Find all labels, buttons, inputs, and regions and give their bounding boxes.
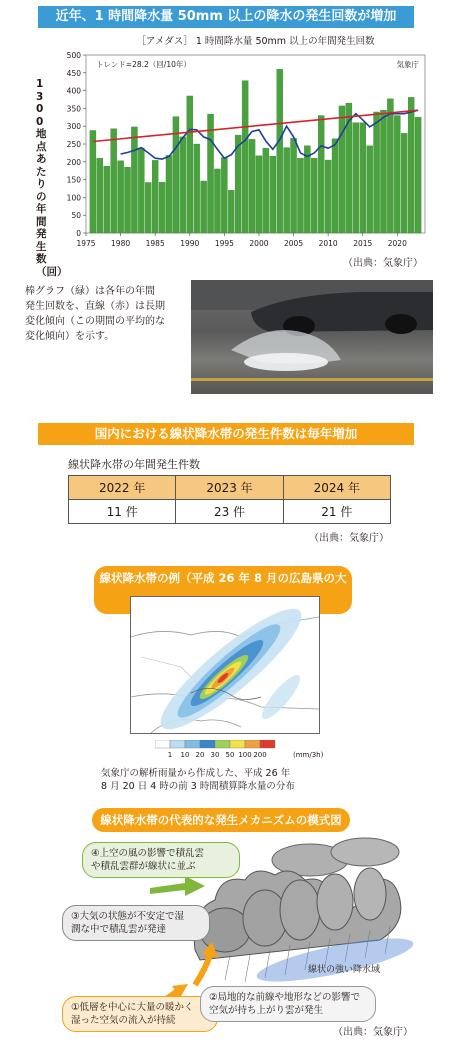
bar bbox=[367, 146, 373, 233]
legend-swatch bbox=[200, 740, 215, 748]
y-tick-label: 400 bbox=[66, 86, 81, 96]
bar bbox=[187, 96, 193, 233]
y-tick-label: 100 bbox=[66, 193, 81, 203]
bar bbox=[360, 123, 366, 233]
bar bbox=[221, 158, 227, 233]
bar bbox=[284, 148, 290, 233]
chart-source: （出典：気象庁） bbox=[343, 258, 423, 269]
y-tick-label: 250 bbox=[66, 140, 81, 149]
x-tick-label: 1975 bbox=[76, 239, 96, 248]
legend-tick-label: 200 bbox=[253, 751, 267, 759]
bar bbox=[263, 148, 269, 233]
diagram-source: （出典：気象庁） bbox=[333, 1027, 413, 1038]
legend-tick-label: 50 bbox=[225, 751, 235, 759]
bar bbox=[353, 123, 359, 233]
band-label: 線状の強い降水域 bbox=[308, 965, 381, 975]
table-source: （出典：気象庁） bbox=[309, 533, 389, 544]
chart-ylabel: 1300 地点あたりの年間発生数（回） bbox=[36, 78, 68, 278]
x-tick-label: 2000 bbox=[249, 239, 269, 248]
bar bbox=[166, 155, 172, 233]
bar bbox=[346, 103, 352, 233]
linear-band-table bbox=[68, 475, 391, 524]
bar bbox=[145, 182, 151, 233]
bar bbox=[318, 116, 324, 233]
section-header-linear-band: 国内における線状降水帯の発生件数は毎年増加 bbox=[38, 423, 414, 445]
y-tick-label: 150 bbox=[66, 175, 81, 185]
chart-title: ［アメダス］ 1 時間降水量 50mm 以上の年間発生回数 bbox=[136, 36, 375, 47]
callout-step2: ②局地的な前線や地形などの影響で 空気が持ち上がり雲が発生 bbox=[200, 986, 376, 1022]
y-tick-label: 0 bbox=[76, 229, 81, 238]
legend-swatch bbox=[215, 740, 230, 748]
bar bbox=[124, 167, 130, 233]
x-tick-label: 1985 bbox=[145, 239, 165, 248]
legend-tick-label: 100 bbox=[238, 751, 252, 759]
bar bbox=[90, 130, 96, 233]
y-tick-label: 300 bbox=[66, 122, 81, 132]
callout-step3: ③大気の状態が不安定で湿 潤な中で積乱雲が発達 bbox=[62, 905, 210, 941]
y-tick-label: 50 bbox=[71, 211, 81, 221]
y-tick-label: 200 bbox=[66, 157, 81, 167]
section-header-heavy-rain: 近年、1 時間降水量 50mm 以上の降水の発生回数が増加 bbox=[38, 6, 414, 28]
legend-tick-label: 20 bbox=[195, 751, 205, 759]
bar bbox=[408, 97, 414, 233]
bar bbox=[194, 144, 200, 233]
bar bbox=[415, 117, 421, 233]
bar bbox=[270, 156, 276, 233]
bar bbox=[256, 156, 262, 233]
legend-unit: (mm/3h) bbox=[293, 751, 324, 759]
x-tick-label: 1995 bbox=[214, 239, 234, 248]
legend-swatch bbox=[185, 740, 200, 748]
legend-swatch bbox=[245, 740, 260, 748]
legend-tick-label: 30 bbox=[210, 751, 220, 759]
bar bbox=[311, 158, 317, 233]
chart-caption: 棒グラフ（緑）は各年の年間 発生回数を、直線（赤）は長期 変化傾向（この期間の平均的な 変化傾向）を示す。 bbox=[25, 286, 165, 342]
bar bbox=[242, 81, 248, 233]
y-tick-label: 500 bbox=[66, 51, 81, 60]
bar bbox=[394, 116, 400, 233]
bar bbox=[380, 110, 386, 233]
bar bbox=[332, 139, 338, 233]
bar bbox=[152, 160, 158, 233]
table-title: 線状降水帯の年間発生件数 bbox=[68, 458, 200, 471]
bar bbox=[104, 166, 110, 233]
bar bbox=[118, 161, 124, 233]
bar bbox=[401, 133, 407, 233]
bar bbox=[228, 190, 234, 233]
legend-swatch bbox=[170, 740, 185, 748]
x-tick-label: 1980 bbox=[111, 239, 131, 248]
bar bbox=[131, 127, 137, 233]
bar bbox=[214, 169, 220, 233]
bar bbox=[138, 148, 144, 233]
table-cell-2022: 11 件 bbox=[69, 500, 176, 524]
mechanism-title: 線状降水帯の代表的な発生メカニズムの模式図 bbox=[92, 808, 350, 832]
upper-wind-arrow bbox=[150, 876, 205, 896]
bar bbox=[159, 182, 165, 233]
bar bbox=[374, 112, 380, 233]
bar bbox=[97, 158, 103, 233]
table-header-2024: 2024 年 bbox=[283, 476, 390, 500]
legend-tick-label: 1 bbox=[167, 751, 173, 759]
legend-swatch bbox=[230, 740, 245, 748]
table-cell-2023: 23 件 bbox=[176, 500, 283, 524]
trend-label: トレンド=28.2（回/10年） bbox=[96, 60, 191, 69]
agency-label: 気象庁 bbox=[396, 60, 419, 69]
bar bbox=[277, 69, 283, 233]
map-caption: 気象庁の解析雨量から作成した、平成 26 年 8 月 20 日 4 時の前 3 時間積算降水量の分布 bbox=[101, 768, 295, 792]
table-header-2022: 2022 年 bbox=[69, 476, 176, 500]
bar bbox=[249, 139, 255, 233]
legend-swatch bbox=[260, 740, 275, 748]
car-splash-image bbox=[191, 280, 433, 394]
bar bbox=[207, 114, 213, 233]
table-cell-2024: 21 件 bbox=[283, 500, 390, 524]
rainfall-map bbox=[130, 596, 320, 734]
callout-step4: ④上空の風の影響で積乱雲 や積乱雲群が線状に並ぶ bbox=[82, 842, 240, 878]
y-tick-label: 450 bbox=[66, 68, 81, 78]
bar bbox=[291, 138, 297, 233]
bar bbox=[304, 146, 310, 233]
x-tick-label: 2005 bbox=[284, 239, 304, 248]
x-tick-label: 2015 bbox=[353, 239, 373, 248]
table-row bbox=[69, 500, 391, 524]
bar bbox=[387, 99, 393, 233]
table-header-2023: 2023 年 bbox=[176, 476, 283, 500]
bar bbox=[339, 106, 345, 233]
legend-swatch bbox=[155, 740, 170, 748]
callout-step1: ①低層を中心に大量の暖かく 湿った空気の流入が持続 bbox=[62, 996, 218, 1032]
x-tick-label: 1990 bbox=[180, 239, 200, 248]
bar bbox=[111, 129, 117, 233]
example-title: 線状降水帯の例（平成 26 年 8 月の広島県の大 bbox=[94, 566, 352, 614]
x-tick-label: 2010 bbox=[318, 239, 338, 248]
flooded-road-photo bbox=[191, 280, 433, 394]
table-header-row bbox=[69, 476, 391, 500]
bar bbox=[180, 137, 186, 233]
heavy-rain-bar-chart bbox=[0, 30, 461, 270]
rainfall-legend bbox=[155, 740, 315, 762]
bar bbox=[325, 160, 331, 233]
bar bbox=[201, 181, 207, 233]
legend-tick-label: 10 bbox=[180, 751, 190, 759]
x-tick-label: 2020 bbox=[387, 239, 407, 248]
bar bbox=[297, 158, 303, 233]
y-tick-label: 350 bbox=[66, 104, 81, 114]
